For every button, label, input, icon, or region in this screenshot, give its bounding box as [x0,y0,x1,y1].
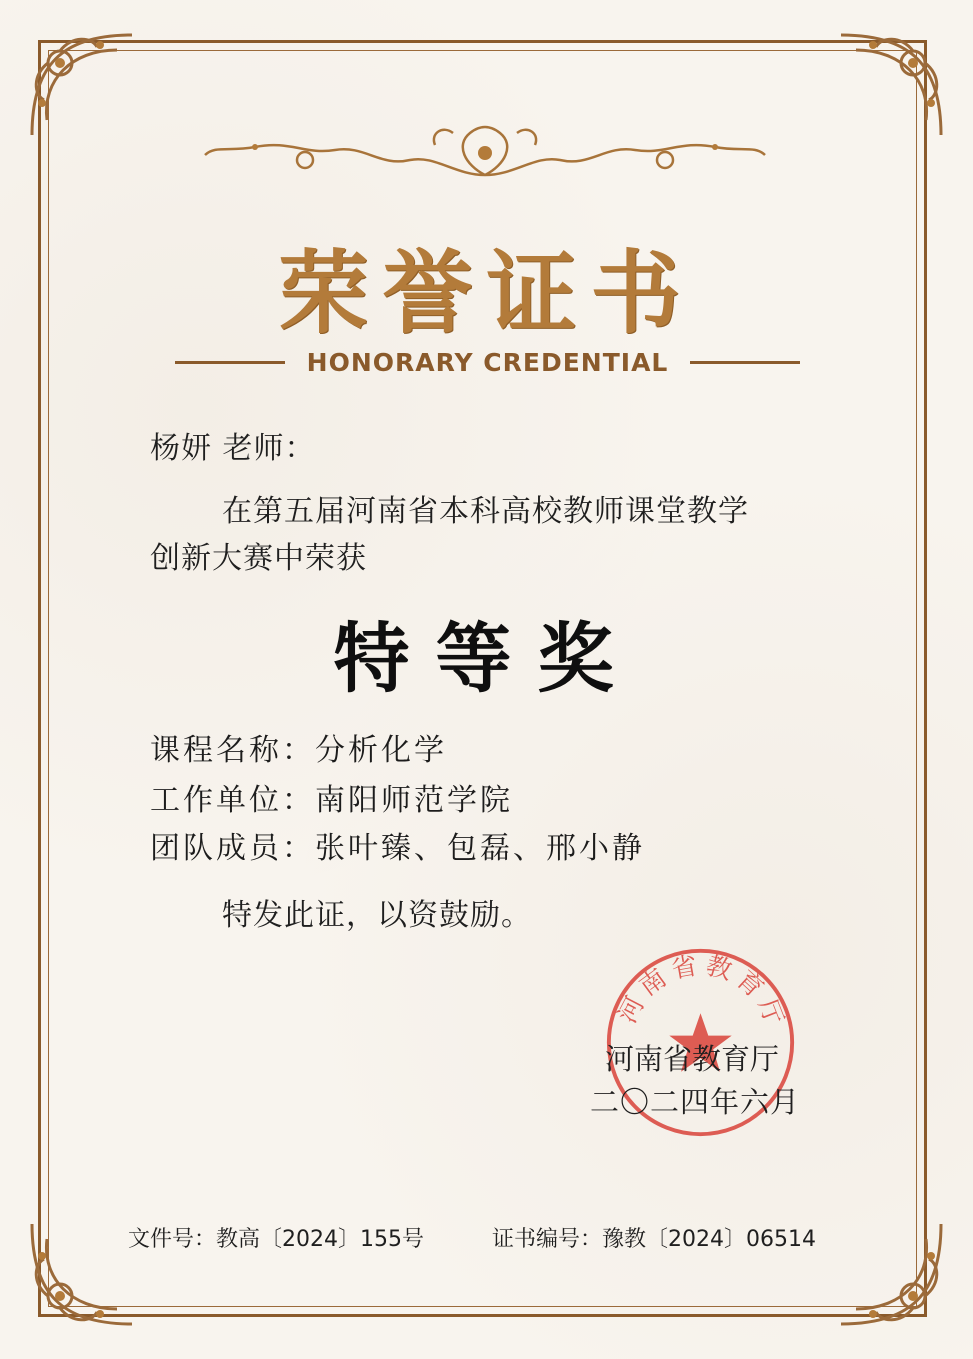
certificate-subtitle: HONORARY CREDENTIAL [306,347,669,377]
body-text-line-2: 创新大赛中荣获 [150,541,367,576]
corner-ornament-top-right [831,25,951,145]
certificate-number: 证书编号：豫教〔2024〕06514 [492,1227,816,1252]
body-text-line-1: 在第五届河南省本科高校教师课堂教学 [222,494,749,529]
subtitle-row [175,342,800,382]
course-name-value: 分析化学 [315,733,447,768]
work-unit-value: 南阳师范学院 [315,783,513,818]
corner-ornament-bottom-left [22,1214,142,1334]
course-name-label: 课程名称： [150,733,315,768]
team-members-row [150,823,645,867]
top-flourish-ornament [195,115,775,190]
team-members-value: 张叶臻、包磊、邢小静 [315,831,645,866]
corner-ornament-bottom-right [831,1214,951,1334]
recipient-line: 杨妍 老师： [150,431,316,466]
work-unit-row [150,775,513,819]
subtitle-rule-right [690,361,800,364]
work-unit-label: 工作单位： [150,783,315,818]
file-number: 文件号：教高〔2024〕155号 [128,1227,424,1252]
seal-text: 河南省教育厅 [611,948,793,1035]
issue-date: 二〇二四年六月 [590,1085,801,1119]
closing-line: 特发此证，以资鼓励。 [222,898,532,933]
course-name-row [150,725,447,769]
award-title: 特等奖 [333,614,640,703]
team-members-label: 团队成员： [150,831,315,866]
subtitle-rule-left [175,361,285,364]
certificate-title: 荣誉证书 [278,240,695,346]
issuer-name: 河南省教育厅 [605,1042,780,1076]
corner-ornament-top-left [22,25,142,145]
